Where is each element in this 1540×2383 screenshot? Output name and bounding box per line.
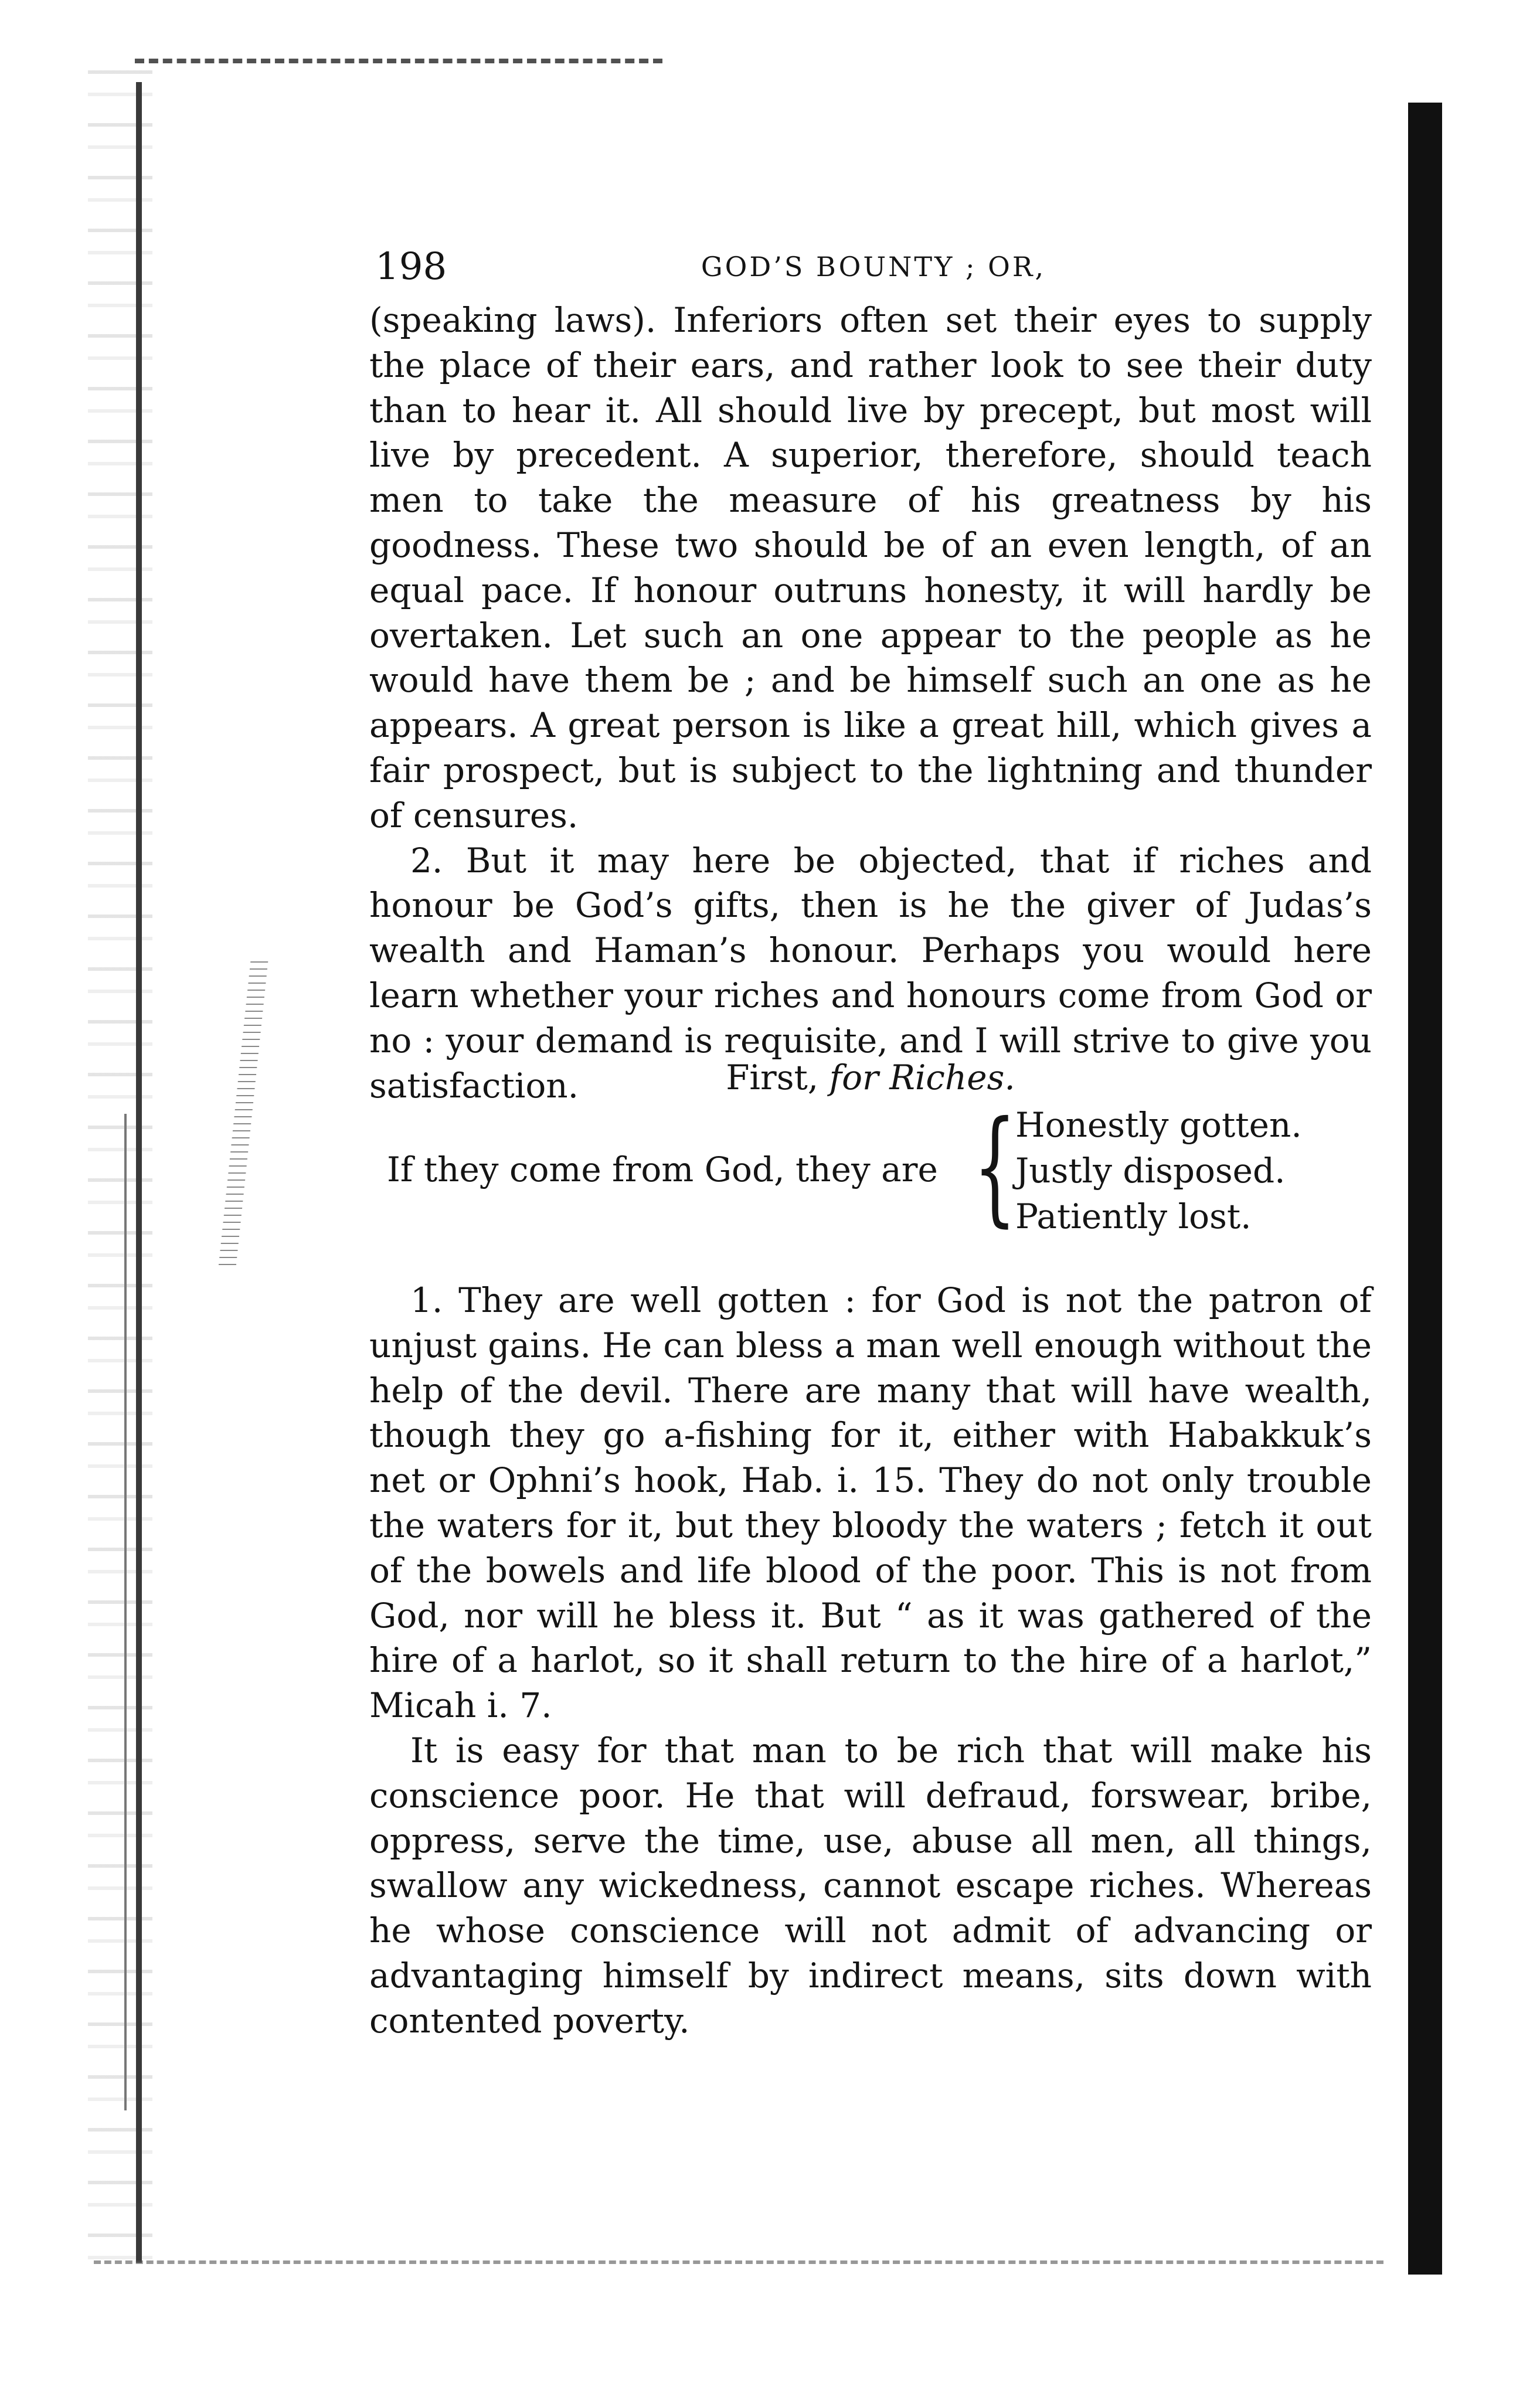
heading-italic: for Riches.: [829, 1058, 1015, 1097]
page-edge-bar: [1408, 103, 1442, 2275]
scan-edge-top: [135, 59, 662, 73]
running-title: GOD’S BOUNTY ; OR,: [701, 251, 1046, 283]
text-block-top: [369, 298, 1372, 1108]
binding-shadow: [88, 70, 152, 2263]
curly-brace-icon: {: [973, 1094, 1017, 1239]
page-header: [375, 234, 1372, 299]
brace-item: Justly disposed.: [1015, 1151, 1286, 1191]
brace-item: Patiently lost.: [1015, 1196, 1252, 1236]
margin-marks: [219, 961, 268, 1266]
text-block-bottom: [369, 1278, 1372, 2044]
paragraph: 2. But it may here be objected, that if riches and honour be God’s gifts, then is he the giver of Judas’s wealth and Haman’s honour. Perhaps you would here learn whether your riches and honours come from God or no : your demand is requisite, and I will strive to give you satisfaction.: [369, 840, 1372, 1106]
brace-items: [1015, 1102, 1302, 1239]
section-heading: [369, 1054, 1372, 1101]
paragraph: 1. They are well gotten : for God is not the patron of unjust gains. He can bless a man well enough without the help of the devil. There are many that will have wealth, though they go a-fishing for it, either with Habakkuk’s net or Ophni’s hook, Hab. i. 15. They do not only trouble the waters for it, but they bloody the waters ; fetch it out of the bowels and life blood of the poor. This is not from God, nor will he bless it. But “ as it was gathered of the hire of a harlot, so it shall return to the hire of a harlot,” Micah i. 7.: [369, 1280, 1372, 1726]
scan-edge-bottom: [94, 2260, 1383, 2269]
binding-edge-line: [136, 82, 142, 2263]
binding-inner-line: [124, 1114, 127, 2110]
brace-item: Honestly gotten.: [1015, 1105, 1302, 1145]
heading-prefix: First,: [726, 1058, 819, 1097]
brace-list: [375, 1094, 1372, 1243]
paragraph: It is easy for that man to be rich that will make his conscience poor. He that will defraud, forswear, bribe, oppress, serve the time, use, abuse all men, all things, swallow any wickedness, cannot escape riches. Whereas he whose conscience will not admit of advancing or advantaging himself by indirect means, sits down with contented poverty.: [369, 1730, 1372, 2041]
paragraph: (speaking laws). Inferiors often set their eyes to supply the place of their ears, and rather look to see their duty than to hear it. All should live by precept, but most will live by precedent. A superior, therefore, should teach men to take the measure of his greatness by his goodness. These two should be of an even length, of an equal pace. If honour outruns honesty, it will hardly be overtaken. Let such an one appear to the people as he would have them be ; and be himself such an one as he appears. A great person is like a great hill, which gives a fair prospect, but is subject to the lightning and thunder of censures.: [369, 300, 1372, 835]
page-number: 198: [375, 245, 447, 288]
brace-lead-text: If they come from God, they are: [387, 1150, 938, 1189]
